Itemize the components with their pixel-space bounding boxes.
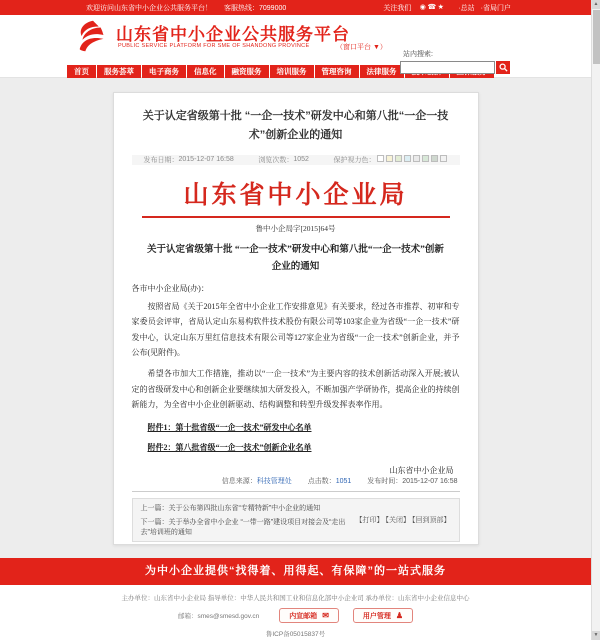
salutation: 各市中小企业局(办)：: [131, 283, 209, 293]
site-search-label: 站内搜索:: [403, 51, 433, 58]
icp-number: 鲁ICP备05015837号: [265, 631, 326, 638]
eye-protect-colors: [333, 155, 447, 165]
search-box: [400, 61, 510, 74]
publish-date: [144, 155, 234, 165]
scroll-up-icon[interactable]: ▲: [593, 1, 599, 7]
footer: [0, 585, 591, 638]
main-nav: [0, 59, 591, 77]
attachment-link-1[interactable]: 附件1：第十批省级“一企一技术”研发中心名单: [147, 422, 312, 432]
pager-box: [132, 498, 460, 542]
search-button[interactable]: [496, 61, 510, 74]
attachment-link-2[interactable]: 附件2：第八批省级“一企一技术”创新企业名单: [147, 442, 312, 452]
nav-item-5[interactable]: 培训服务: [270, 65, 314, 78]
divider: [132, 491, 460, 492]
eye-protect-label: 保护视力色：: [333, 156, 376, 164]
pager-action-0[interactable]: 【打印】: [355, 516, 384, 524]
footer-email-value: smes@smesd.gov.cn: [197, 613, 260, 620]
next-label: 下一篇：: [140, 518, 169, 526]
topbar-right: [383, 3, 511, 13]
eye-color-swatch-7[interactable]: [440, 155, 447, 162]
nav-item-2[interactable]: 电子商务: [142, 65, 186, 78]
weibo-icon[interactable]: ◉: [419, 4, 426, 11]
footer-button-0[interactable]: [279, 608, 339, 623]
site-subtitle: PUBLIC SERVICE PLATFORM FOR SME OF SHANDONG PROVINCE: [118, 43, 310, 49]
pager-links: [141, 503, 354, 537]
footer-orgs: 主办单位：山东省中小企业局 指导单位：中华人民共和国工业和信息化部中小企业司 承办单位：山东省中小企业信息中心: [121, 595, 470, 602]
mail-icon: ✉: [322, 611, 329, 620]
document-number: 鲁中小企局字[2015]64号: [255, 223, 336, 233]
scroll-down-icon[interactable]: ▼: [593, 632, 599, 638]
search-input[interactable]: [400, 61, 495, 74]
search-icon: [499, 63, 508, 72]
wechat-icon[interactable]: ☎: [427, 4, 437, 11]
site-header: [0, 15, 591, 59]
prev-article-link[interactable]: 关于公布第四批山东省“专精特新”中小企业的通知: [168, 504, 321, 512]
prev-article: [141, 503, 354, 513]
topbar-links: [452, 3, 511, 13]
info-time: [367, 478, 457, 485]
info-clicks-value: 1051: [335, 477, 352, 485]
footer-button-1[interactable]: [353, 608, 413, 623]
info-time-value: 2015-12-07 16:58: [402, 477, 458, 485]
phoenix-logo-icon[interactable]: [74, 19, 112, 53]
info-time-label: 发布时间：: [367, 477, 403, 485]
agency-masthead: 山东省中小企业局: [183, 181, 408, 209]
prev-label: 上一篇：: [140, 504, 169, 512]
info-source: [222, 478, 294, 485]
article-title: 关于认定省级第十批 “一企一技术”研发中心和第八批“一企一技术”创新企业的通知: [142, 110, 449, 142]
scrollbar-thumb[interactable]: [593, 10, 600, 64]
eye-color-swatches: [375, 155, 447, 164]
pager-action-2[interactable]: 【回到顶部】: [412, 516, 451, 524]
topbar-link-0[interactable]: ·总站: [458, 4, 475, 12]
content-area: [0, 77, 591, 558]
footer-button-label: 内宣邮箱: [289, 612, 318, 620]
eye-color-swatch-1[interactable]: [386, 155, 393, 162]
footer-buttons: [279, 608, 413, 623]
slogan-banner: 为中小企业提供“找得着、用得起、有保障”的一站式服务: [0, 558, 591, 585]
scrollbar[interactable]: [591, 0, 600, 640]
paragraph: 希望各市加大工作措施，推动以“一企一技术”为主要内容的技术创新活动深入开展;被认定的省级研发中心和创新企业要继续加大研发投入，不断加强产学研协作，提高企业的持续创新能力，为全省中小企业创新驱动、结构调整和转型升级发挥表率作用。: [131, 369, 460, 410]
masthead-rule: [142, 216, 450, 218]
eye-color-swatch-3[interactable]: [404, 155, 411, 162]
eye-color-swatch-5[interactable]: [422, 155, 429, 162]
footer-email: [178, 611, 259, 620]
info-source-value: 科技管理处: [256, 477, 292, 485]
view-count-value: 1052: [293, 156, 309, 163]
window-platform-dropdown[interactable]: （窗口平台 ▼）: [336, 44, 387, 51]
footer-button-label: 用户管理: [362, 612, 391, 620]
topbar-left: [86, 3, 286, 13]
nav-item-7[interactable]: 法律服务: [360, 65, 404, 78]
qq-icon[interactable]: ★: [437, 4, 444, 11]
welcome-text: 欢迎访问山东省中小企业公共服务平台！: [86, 4, 212, 12]
user-icon: ♟: [395, 611, 404, 620]
footer-middle: [0, 608, 591, 623]
view-count: [258, 155, 309, 165]
eye-color-swatch-4[interactable]: [413, 155, 420, 162]
info-clicks: [308, 478, 354, 485]
nav-item-3[interactable]: 信息化: [187, 65, 224, 78]
eye-color-swatch-6[interactable]: [431, 155, 438, 162]
next-article: [141, 517, 354, 537]
hotline-text: 客服热线：7099000: [224, 4, 287, 12]
view-count-label: 浏览次数：: [258, 156, 294, 164]
follow-us-label: 关注我们: [383, 4, 412, 12]
next-article-link[interactable]: 关于举办全省中小企业 “一带一路”建设项目对接会及“走出去”培训班的通知: [140, 518, 346, 536]
site-title: 山东省中小企业公共服务平台: [116, 25, 350, 44]
footer-email-label: 邮箱：: [177, 613, 198, 620]
eye-color-swatch-0[interactable]: [377, 155, 384, 162]
pager-actions: [354, 515, 451, 525]
nav-item-4[interactable]: 融资服务: [225, 65, 269, 78]
nav-item-1[interactable]: 服务荟萃: [97, 65, 141, 78]
article-meta-strip: [132, 155, 460, 165]
nav-item-0[interactable]: 首页: [67, 65, 96, 78]
article-paper: [113, 92, 479, 545]
info-clicks-label: 点击数：: [307, 477, 336, 485]
eye-color-swatch-2[interactable]: [395, 155, 402, 162]
pager-action-1[interactable]: 【关闭】: [385, 516, 410, 524]
publish-date-value: 2015-12-07 16:58: [178, 156, 234, 163]
paragraph: 按照省局《关于2015年全省中小企业工作安排意见》有关要求，经过各市推荐、初审和专家委员会评审，省局认定山东易构软件技术股份有限公司等103家企业为省级“一企一技术”研发中心，认定山东万里红信息技术有限公司等127家企业为省级“一企一技术”创新企业，并予公布(见附件)。: [131, 301, 460, 358]
publish-date-label: 发布日期：: [143, 156, 179, 164]
topbar-link-1[interactable]: ·省局门户: [480, 4, 511, 12]
signature: 山东省中小企业局: [389, 465, 454, 475]
nav-item-6[interactable]: 管理咨询: [315, 65, 359, 78]
topbar: [0, 0, 591, 15]
info-row: [132, 476, 460, 486]
info-source-label: 信息来源：: [221, 477, 257, 485]
document-title: 关于认定省级第十批 “一企一技术”研发中心和第八批“一企一技术”创新企业的通知: [147, 244, 444, 272]
official-document: [132, 165, 460, 476]
social-icons: [418, 3, 445, 12]
